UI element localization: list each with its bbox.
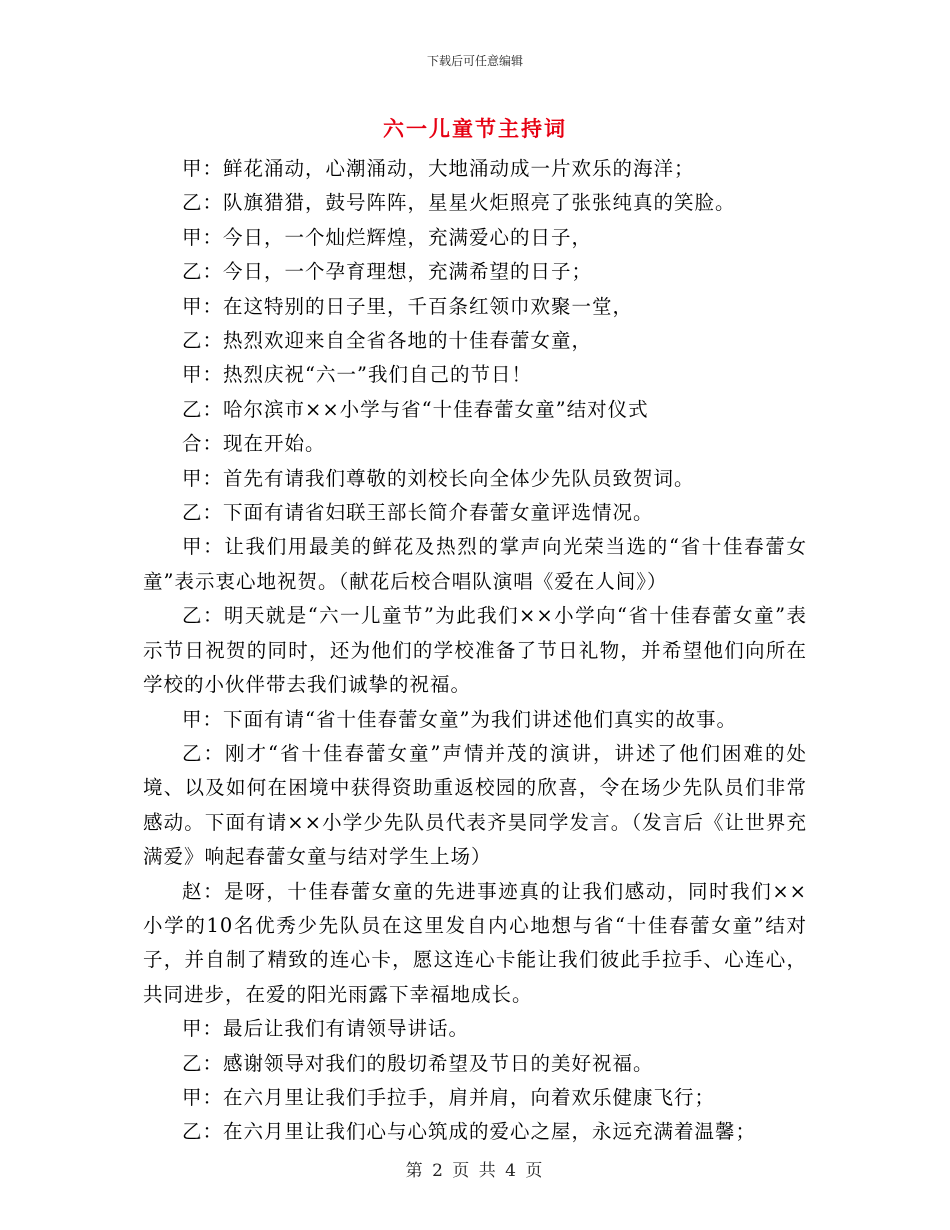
paragraph: 甲：热烈庆祝“六一”我们自己的节日！ [182, 363, 532, 387]
paragraph: 乙：热烈欢迎来自全省各地的十佳春蕾女童， [182, 329, 593, 353]
paragraph: 乙：今日，一个孕育理想，充满希望的日子； [182, 260, 593, 284]
paragraph: 甲：让我们用最美的鲜花及热烈的掌声向光荣当选的“省十佳春蕾女童”表示衷心地祝贺。（献花后校合唱队演唱《爱在人间》） [143, 535, 807, 593]
page-number: 第 2 页 共 4 页 [405, 1161, 545, 1181]
document-title: 六一儿童节主持词 [383, 117, 567, 141]
paragraph: 乙：刚才“省十佳春蕾女童”声情并茂的演讲，讲述了他们困难的处境、以及如何在困境中获得资助重返校园的欣喜，令在场少先队员们非常感动。下面有请××小学少先队员代表齐昊同学发言。（发言后《让世界充满爱》响起春蕾女童与结对学生上场） [143, 741, 807, 869]
paragraph: 乙：在六月里让我们心与心筑成的爱心之屋，永远充满着温馨； [182, 1120, 757, 1144]
paragraph: 赵：是呀，十佳春蕾女童的先进事迹真的让我们感动，同时我们××小学的10名优秀少先队员在这里发自内心地想与省“十佳春蕾女童”结对子，并自制了精致的连心卡，愿这连心卡能让我们彼此手拉手、心连心，共同进步，在爱的阳光雨露下幸福地成长。 [143, 879, 807, 1006]
paragraph: 甲：今日，一个灿烂辉煌，充满爱心的日子， [182, 225, 593, 249]
paragraph: 合：现在开始。 [182, 432, 326, 456]
paragraph: 甲：在这特别的日子里，千百条红领巾欢聚一堂， [182, 294, 634, 318]
paragraph: 甲：首先有请我们尊敬的刘校长向全体少先队员致贺词。 [182, 466, 695, 490]
paragraph: 甲：在六月里让我们手拉手，肩并肩，向着欢乐健康飞行； [182, 1085, 716, 1109]
header-note: 下载后可任意编辑 [426, 54, 523, 68]
paragraph: 乙：队旗猎猎，鼓号阵阵，星星火炬照亮了张张纯真的笑脸。 [182, 191, 736, 215]
paragraph: 甲：下面有请“省十佳春蕾女童”为我们讲述他们真实的故事。 [182, 707, 737, 731]
paragraph: 乙：哈尔滨市××小学与省“十佳春蕾女童”结对仪式 [182, 397, 649, 421]
paragraph: 乙：下面有请省妇联王部长简介春蕾女童评选情况。 [182, 501, 654, 525]
document-body [143, 152, 807, 1150]
paragraph: 甲：最后让我们有请领导讲话。 [182, 1017, 470, 1041]
paragraph: 乙：明天就是“六一儿童节”为此我们××小学向“省十佳春蕾女童”表示节日祝贺的同时，还为他们的学校准备了节日礼物，并希望他们向所在学校的小伙伴带去我们诚挚的祝福。 [143, 604, 807, 697]
paragraph: 乙：感谢领导对我们的殷切希望及节日的美好祝福。 [182, 1051, 654, 1075]
paragraph: 甲：鲜花涌动，心潮涌动，大地涌动成一片欢乐的海洋； [182, 157, 695, 180]
